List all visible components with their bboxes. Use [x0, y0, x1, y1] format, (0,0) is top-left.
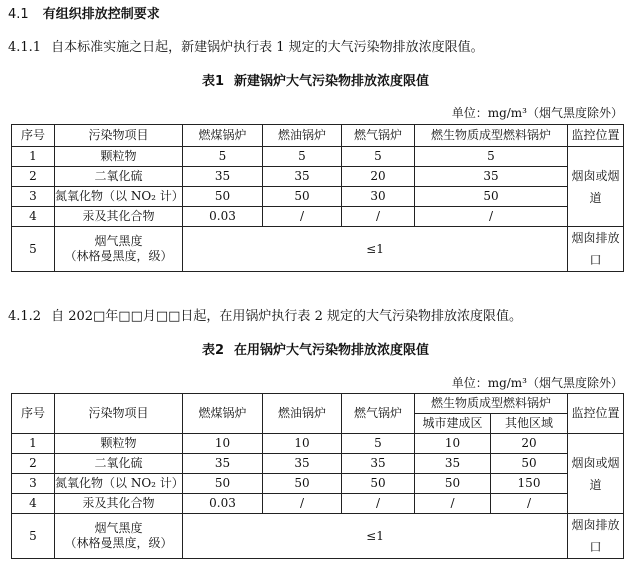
table1 [11, 124, 624, 272]
table-cell: 5 [342, 434, 415, 454]
table-cell: 10 [183, 434, 263, 454]
table-cell: 氮氧化物（以 NO₂ 计） [55, 187, 183, 207]
table-cell: 颗粒物 [55, 434, 183, 454]
table-cell: 3 [12, 187, 55, 207]
table2-header-cell: 监控位置 [568, 394, 624, 434]
table-cell: / [263, 207, 342, 227]
table2-header-cell: 序号 [12, 394, 55, 434]
table-cell: 150 [491, 474, 568, 494]
table-cell: 35 [183, 167, 263, 187]
paragraph-number: 4.1.1 [8, 40, 42, 55]
paragraph-text: 自 202□年□□月□□日起，在用锅炉执行表 2 规定的大气污染物排放浓度限值。 [51, 309, 522, 324]
table-cell: 4 [12, 494, 55, 514]
table1-unit: 单位：mg/m³（烟气黑度除外） [451, 106, 623, 120]
table-cell: 50 [263, 187, 342, 207]
section-number: 4.1 [8, 7, 29, 22]
smoke-item-line2: （林格曼黑度，级） [64, 536, 173, 550]
table1-caption-number: 表1 [201, 74, 225, 89]
table-cell: 二氧化硫 [55, 167, 183, 187]
paragraph-number: 4.1.2 [8, 309, 42, 324]
table-cell: 汞及其化合物 [55, 494, 183, 514]
table-cell: 0.03 [183, 494, 263, 514]
table-cell: 汞及其化合物 [55, 207, 183, 227]
paragraph-text: 自本标准实施之日起，新建锅炉执行表 1 规定的大气污染物排放浓度限值。 [51, 40, 484, 55]
table-cell: 10 [263, 434, 342, 454]
table2-header-cell: 污染物项目 [55, 394, 183, 434]
table-cell: 35 [263, 167, 342, 187]
paragraph-4-1-2 [8, 305, 522, 324]
table-cell: 35 [263, 454, 342, 474]
table2-caption-title: 在用锅炉大气污染物排放浓度限值 [234, 343, 430, 358]
table2-header-row [12, 394, 624, 414]
table2-caption-number: 表2 [201, 343, 225, 358]
section-title: 有组织排放控制要求 [42, 7, 160, 22]
table-cell: 20 [342, 167, 415, 187]
table-cell: 氮氧化物（以 NO₂ 计） [55, 474, 183, 494]
table-cell: 1 [12, 434, 55, 454]
table-cell: 3 [12, 474, 55, 494]
table-cell: 50 [342, 474, 415, 494]
table1-header-cell: 燃生物质成型燃料锅炉 [415, 125, 568, 147]
table-row [12, 147, 624, 167]
table-cell: 50 [183, 187, 263, 207]
table-cell: 0.03 [183, 207, 263, 227]
table-cell: 5 [183, 147, 263, 167]
table1-header-cell: 序号 [12, 125, 55, 147]
table-cell: 5 [263, 147, 342, 167]
table-row [12, 207, 624, 227]
table-cell: 10 [415, 434, 491, 454]
table2-header-cell: 燃油锅炉 [263, 394, 342, 434]
table2 [11, 393, 624, 559]
table2-unit: 单位：mg/m³（烟气黑度除外） [451, 376, 623, 390]
table-cell: 35 [415, 167, 568, 187]
table-row [12, 187, 624, 207]
table1-header-cell: 燃气锅炉 [342, 125, 415, 147]
table-cell-smoke-monitor: 烟囱排放口 [568, 514, 624, 559]
table-cell: / [342, 494, 415, 514]
table-cell: 35 [342, 454, 415, 474]
table-cell: / [415, 207, 568, 227]
table-cell: 50 [183, 474, 263, 494]
table1-header-cell: 污染物项目 [55, 125, 183, 147]
table-cell: / [263, 494, 342, 514]
table1-header-cell: 燃煤锅炉 [183, 125, 263, 147]
table-row [12, 167, 624, 187]
smoke-item-line1: 烟气黑度 [94, 234, 143, 248]
table2-header-cell: 燃煤锅炉 [183, 394, 263, 434]
table2-header-cell: 燃气锅炉 [342, 394, 415, 434]
table-cell-smoke-value: ≤1 [183, 227, 568, 272]
table-cell: 50 [263, 474, 342, 494]
table1-caption-title: 新建锅炉大气污染物排放浓度限值 [234, 74, 430, 89]
table-cell: 2 [12, 167, 55, 187]
table1-header-row [12, 125, 624, 147]
table-cell: 2 [12, 454, 55, 474]
table-row-smoke [12, 514, 624, 559]
table-cell-smoke-item [55, 514, 183, 559]
table-cell-smoke-item [55, 227, 183, 272]
table2-subheader-cell: 其他区域 [491, 414, 568, 434]
table-cell: 20 [491, 434, 568, 454]
table-row-smoke [12, 227, 624, 272]
table-cell: / [491, 494, 568, 514]
smoke-item-line2: （林格曼黑度，级） [64, 249, 173, 263]
paragraph-4-1-1 [8, 36, 484, 55]
table-cell: 5 [12, 227, 55, 272]
table2-caption [0, 339, 631, 358]
table-cell: 颗粒物 [55, 147, 183, 167]
table-cell: 30 [342, 187, 415, 207]
table-cell: 35 [183, 454, 263, 474]
table-cell: 50 [415, 187, 568, 207]
table-cell-smoke-value: ≤1 [183, 514, 568, 559]
table-cell: / [342, 207, 415, 227]
smoke-item-line1: 烟气黑度 [94, 521, 143, 535]
table-row [12, 474, 624, 494]
table2-subheader-cell: 城市建成区 [415, 414, 491, 434]
table2-header-cell: 燃生物质成型燃料锅炉 [415, 394, 568, 414]
table-row [12, 494, 624, 514]
table2-monitor-cell: 烟囱或烟道 [568, 434, 624, 514]
table-row [12, 454, 624, 474]
table-cell: 4 [12, 207, 55, 227]
table-cell: 50 [491, 454, 568, 474]
table-cell: / [415, 494, 491, 514]
table-cell: 50 [415, 474, 491, 494]
table-cell: 1 [12, 147, 55, 167]
table1-caption [0, 70, 631, 89]
table-cell: 5 [415, 147, 568, 167]
table-cell-smoke-monitor: 烟囱排放口 [568, 227, 624, 272]
table-row [12, 434, 624, 454]
section-heading [8, 3, 160, 22]
table1-header-cell: 监控位置 [568, 125, 624, 147]
table-cell: 5 [12, 514, 55, 559]
table-cell: 二氧化硫 [55, 454, 183, 474]
table-cell: 5 [342, 147, 415, 167]
table1-monitor-cell: 烟囱或烟道 [568, 147, 624, 227]
table-cell: 35 [415, 454, 491, 474]
table1-header-cell: 燃油锅炉 [263, 125, 342, 147]
